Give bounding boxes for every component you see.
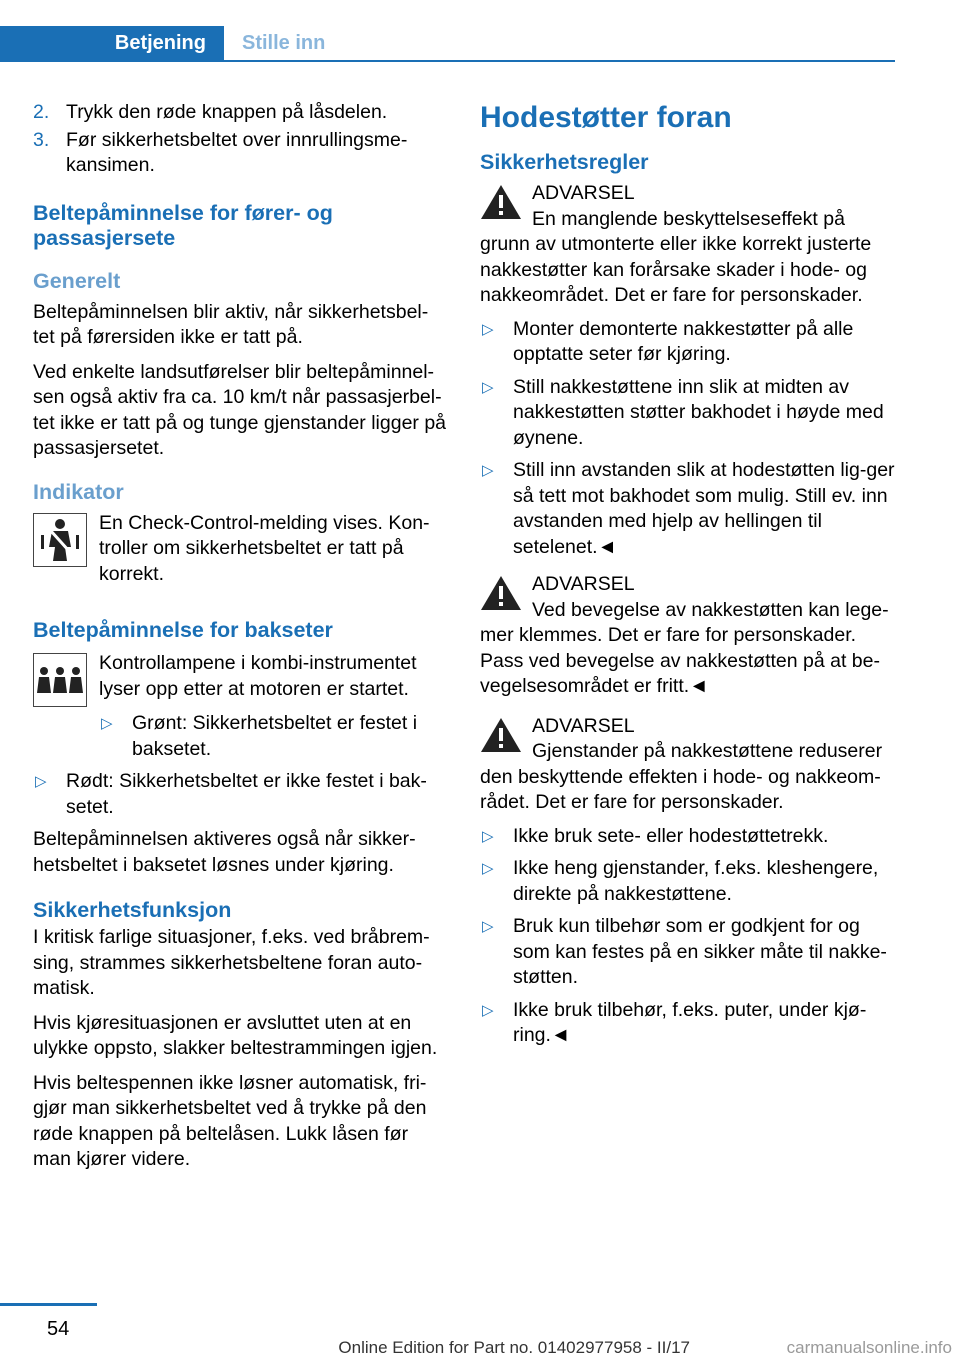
heading-safety-rules: Sikkerhetsregler: [480, 150, 649, 174]
paragraph: Ved enkelte landsutførelser blir beltepåminnel‐sen også aktiv fra ca. 10 km/t når passasjerbel‐tet ikke er tatt på og tunge gjenstander ligger på passasjersetet.: [33, 360, 447, 459]
bullet-triangle-icon: ▷: [482, 378, 494, 396]
left-column: [33, 100, 448, 1182]
heading-safety-function: Sikkerhetsfunksjon: [33, 898, 232, 922]
warning-block: [480, 572, 895, 700]
bullet-triangle-icon: ▷: [482, 462, 494, 479]
bullet-text: Monter demonterte nakkestøtter på alle opptatte seter før kjøring.: [513, 317, 854, 365]
bullet-triangle-icon: ▷: [482, 860, 494, 877]
heading-rear-reminder: Beltepåminnelse for bakseter: [33, 618, 333, 642]
bullet-triangle-icon: ▷: [482, 320, 494, 338]
footer-rule: [0, 1303, 97, 1306]
bullet-item: [480, 317, 895, 368]
rear-seats-icon: [33, 653, 87, 707]
paragraph: En Check-Control-melding vises. Kon‐troller om sikkerhetsbeltet er tatt på korrekt.: [99, 511, 430, 585]
heading-general: Generelt: [33, 268, 121, 293]
bullet-triangle-icon: ▷: [101, 715, 113, 732]
step-item: [33, 128, 448, 179]
warning-triangle-icon: [480, 716, 522, 754]
warning-triangle-icon: [480, 183, 522, 221]
warning-text: Gjenstander på nakkestøttene reduserer den beskyttende effekten i hode- og nakkeom‐rådet. Det er fare for personskader.: [480, 740, 883, 813]
bullet-item: [480, 856, 895, 907]
heading-head-restraints: Hodestøtter foran: [480, 101, 732, 134]
bullet-text: Ikke bruk tilbehør, f.eks. puter, under kjø‐ring.◄: [513, 998, 867, 1046]
warning-label: ADVARSEL: [532, 714, 635, 737]
bullet-item: [480, 824, 895, 850]
header-rule: [0, 60, 895, 62]
bullet-text: Bruk kun tilbehør som er godkjent for og som kan festes på en sikker måte til nakke‐støtten.: [513, 915, 887, 988]
warning-label: ADVARSEL: [532, 573, 635, 595]
warning-block: [480, 714, 895, 816]
step-item: [33, 100, 448, 126]
bullet-item: [480, 458, 895, 560]
bullet-text: Ikke heng gjenstander, f.eks. kleshengere, direkte på nakkestøttene.: [513, 857, 879, 905]
bullet-item: [480, 375, 895, 452]
bullet-text: Ikke bruk sete- eller hodestøttetrekk.: [513, 824, 829, 847]
seatbelt-warning-icon: [33, 513, 87, 567]
edition-note: Online Edition for Part no. 01402977958 - II/17: [338, 1338, 690, 1357]
paragraph: Beltepåminnelsen blir aktiv, når sikkerhetsbel‐tet på førersiden ikke er tatt på.: [33, 300, 429, 348]
bullet-item: [480, 998, 895, 1049]
bullet-triangle-icon: ▷: [482, 918, 494, 935]
warning-text: Ved bevegelse av nakkestøtten kan lege‐mer klemmes. Det er fare for personskader. Pass ved bevegelse av nakkestøtten på at be‐vegelsesområdet er fritt.◄: [480, 598, 889, 697]
bullet-item: [99, 711, 448, 762]
heading-indicator: Indikator: [33, 479, 124, 504]
step-text: Før sikkerhetsbeltet over innrullingsme‐kansimen.: [66, 128, 408, 176]
bullet-triangle-icon: ▷: [482, 827, 494, 845]
bullet-triangle-icon: ▷: [35, 773, 47, 790]
page-number: 54: [47, 1318, 70, 1340]
header-tabs: [0, 26, 895, 62]
bullet-item: [480, 914, 895, 991]
watermark: carmanualsonline.info: [786, 1338, 952, 1357]
tab-stille-inn[interactable]: Stille inn: [242, 31, 326, 54]
step-number: 3.: [33, 128, 50, 151]
bullet-item: [33, 769, 448, 820]
heading-driver-reminder: Beltepåminnelse for fører- og passasjersete: [33, 200, 333, 250]
bullet-text: Grønt: Sikkerhetsbeltet er festet i baksetet.: [132, 712, 418, 760]
tab-betjening[interactable]: Betjening: [0, 26, 224, 60]
warning-block: [480, 181, 895, 309]
paragraph: Hvis kjøresituasjonen er avsluttet uten at en ulykke oppsto, slakker beltestrammingen igjen.: [33, 1011, 438, 1059]
bullet-text: Still inn avstanden slik at hodestøtten lig‐ger så tett mot bakhodet som mulig. Still ev. inn avstanden med hjelp av hellingen til setelenet.◄: [513, 459, 895, 558]
bullet-text: Still nakkestøttene inn slik at midten av nakkestøtten støtter bakhodet i høyde med øynene.: [513, 375, 884, 449]
paragraph: Kontrollampene i kombi-instrumentet lyser opp etter at motoren er startet.: [99, 652, 417, 700]
paragraph: I kritisk farlige situasjoner, f.eks. ved bråbrem‐sing, strammes sikkerhetsbeltene foran auto‐matisk.: [33, 926, 430, 999]
bullet-text: Rødt: Sikkerhetsbeltet er ikke festet i bak‐setet.: [66, 770, 427, 818]
right-column: [480, 100, 895, 1056]
warning-label: ADVARSEL: [532, 182, 635, 204]
warning-triangle-icon: [480, 574, 522, 612]
warning-text: En manglende beskyttelseseffekt på grunn av utmonterte eller ikke korrekt justerte nakkestøtter kan forårsake skader i hode- og nakkeområdet. Det er fare for personskader.: [480, 207, 872, 306]
bullet-triangle-icon: ▷: [482, 1001, 494, 1019]
step-number: 2.: [33, 101, 50, 123]
paragraph: Beltepåminnelsen aktiveres også når sikker‐hetsbeltet i baksetet løsnes under kjøring.: [33, 828, 416, 876]
paragraph: Hvis beltespennen ikke løsner automatisk, fri‐gjør man sikkerhetsbeltet ved å trykke på den røde knappen på beltelåsen. Lukk låsen før man kjører videre.: [33, 1071, 427, 1170]
step-text: Trykk den røde knappen på låsdelen.: [66, 101, 388, 123]
